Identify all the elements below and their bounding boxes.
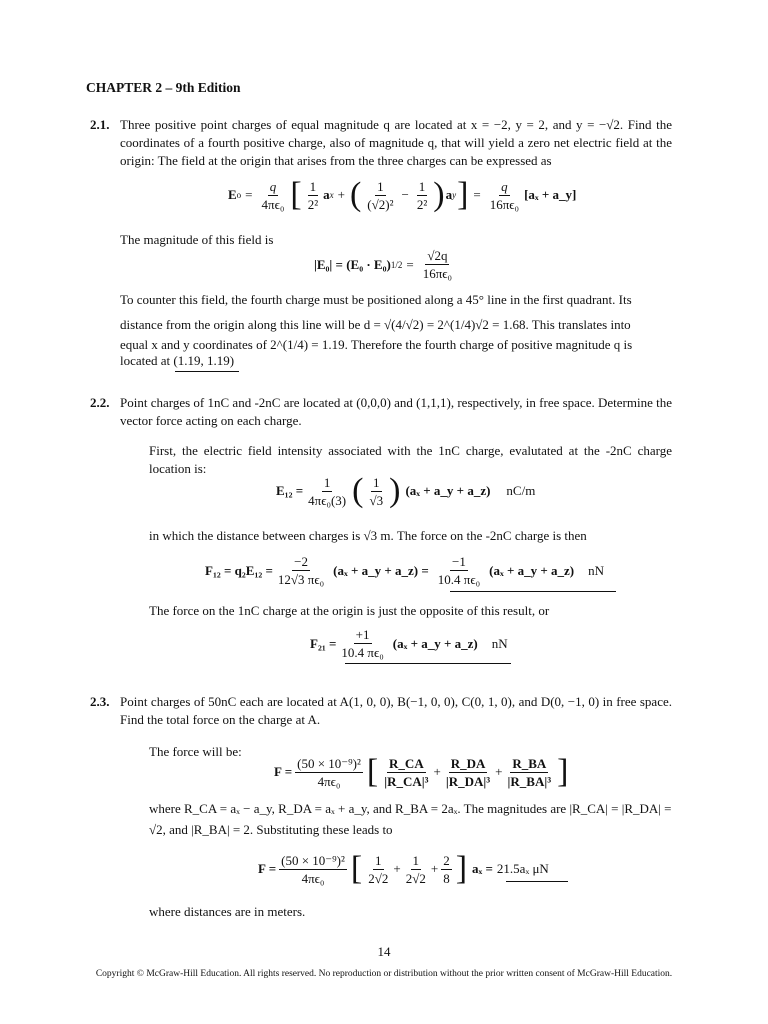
conclusion-line-3: equal x and y coordinates of 2^(1/4) = 1.19. Therefore the fourth charge of positive magnitude q is: [120, 337, 633, 352]
distance-text: in which the distance between charges is √3 m. The force on the -2nC charge is then: [149, 528, 587, 543]
equation-field-origin: E o = $\frac{q}{\text{4πϵ₀}}$ [ $\frac{1}{\text{2²}}$ a x + ( $\frac{1}{\text{(√2)²}}$ − $\frac{1}{\text{2²}}$ ) a y ] = $\frac{q}{\text{16πϵ₀}}$ [aₓ + a_y]: [228, 176, 577, 213]
problem-2-1: [90, 116, 672, 170]
equation-total-force: F = $\frac{\text{(50 × 10⁻⁹)²}}{\text{4πϵ₀}}$ [ $\frac{R\_CA}{\text{|R\_CA|³}}$ + $\frac{R\_DA}{\text{|R\_DA|³}}$ + $\frac{R\_BA}{\text{|R\_BA|³}}$ ]: [274, 753, 569, 790]
answer-underline: [345, 663, 511, 664]
opposite-text: The force on the 1nC charge at the origin is just the opposite of this result, or: [149, 603, 550, 618]
problem-number: 2.1.: [90, 117, 110, 132]
equation-f12: F₁₂ = q₂E₁₂ = $\frac{-2}{\text{12√3 πϵ₀}}$ (aₓ + a_y + a_z) = $\frac{-1}{\text{10.4 πϵ₀}}$ (aₓ + a_y + a_z) nN: [205, 554, 604, 587]
copyright-notice: Copyright © McGraw-Hill Education. All rights reserved. No reproduction or distribution without the prior written consent of McGraw-Hill Education.: [95, 969, 673, 979]
equation-f21: F₂₁ = $\frac{+1}{\text{10.4 πϵ₀}}$ (aₓ + a_y + a_z) nN: [310, 627, 508, 660]
chapter-heading: CHAPTER 2 – 9th Edition: [86, 80, 241, 95]
equation-force-result: F = $\frac{\text{(50 × 10⁻⁹)²}}{\text{4πϵ₀}}$ [ $\frac{1}{2√2}$ + $\frac{1}{2√2}$ + $\frac{2}{8}$ ] aₓ = 21.5aₓ μN: [258, 850, 549, 887]
answer-underline: [450, 591, 616, 592]
equation-e12: E₁₂ = $\frac{1}{\text{4πϵ₀(3)}}$ ( $\frac{1}{√3}$ ) (aₓ + a_y + a_z) nC/m: [276, 472, 536, 509]
where-line-1: where R_CA = aₓ − a_y, R_DA = aₓ + a_y, and R_BA = 2aₓ. The magnitudes are |R_CA| = |R_DA| =: [149, 801, 672, 816]
equation-field-magnitude: |E₀| = (E₀ · E₀) 1/2 = $\frac{√2q}{\text{16πϵ₀}}$: [314, 248, 453, 281]
problem-text: Three positive point charges of equal magnitude q are located at x = −2, y = 2, and y = −√2. Find the coordinates of a fourth positive charge, also of magnitude q, that will yield a zero net electric field at the origin: The field at the origin that arises from the three charges can be expressed as: [120, 117, 672, 168]
page-number: 14: [377, 944, 391, 959]
magnitude-label: The magnitude of this field is: [120, 232, 274, 247]
answer-underline: [175, 371, 239, 372]
meters-text: where distances are in meters.: [149, 904, 306, 919]
answer-2-3: 21.5aₓ μN: [496, 861, 549, 876]
answer-underline: [506, 881, 568, 882]
conclusion-line-4: located at (1.19, 1.19): [120, 353, 235, 368]
problem-text: Point charges of 50nC each are located at A(1, 0, 0), B(−1, 0, 0), C(0, 1, 0), and D(0, −1, 0) in free space. Find the total force on the charge at A.: [120, 694, 672, 727]
problem-number: 2.3.: [90, 694, 110, 709]
force-intro: The force will be:: [149, 744, 242, 759]
problem-2-3: [90, 693, 672, 729]
problem-number: 2.2.: [90, 395, 110, 410]
conclusion-line-1: To counter this field, the fourth charge must be positioned along a 45° line in the first quadrant. Its: [120, 292, 632, 307]
field-intro: First, the electric field intensity associated with the 1nC charge, evalutated at the -2nC charge location is:: [149, 443, 672, 476]
answer-2-1: (1.19, 1.19): [173, 353, 235, 368]
problem-2-2: [90, 394, 672, 430]
problem-text: Point charges of 1nC and -2nC are located at (0,0,0) and (1,1,1), respectively, in free space. Determine the vector force acting on each charge.: [120, 395, 672, 428]
conclusion-line-2: distance from the origin along this line will be d = √(4/√2) = 2^(1/4)√2 = 1.68. This translates into: [120, 317, 631, 332]
where-line-2: √2, and |R_BA| = 2. Substituting these leads to: [149, 822, 393, 837]
